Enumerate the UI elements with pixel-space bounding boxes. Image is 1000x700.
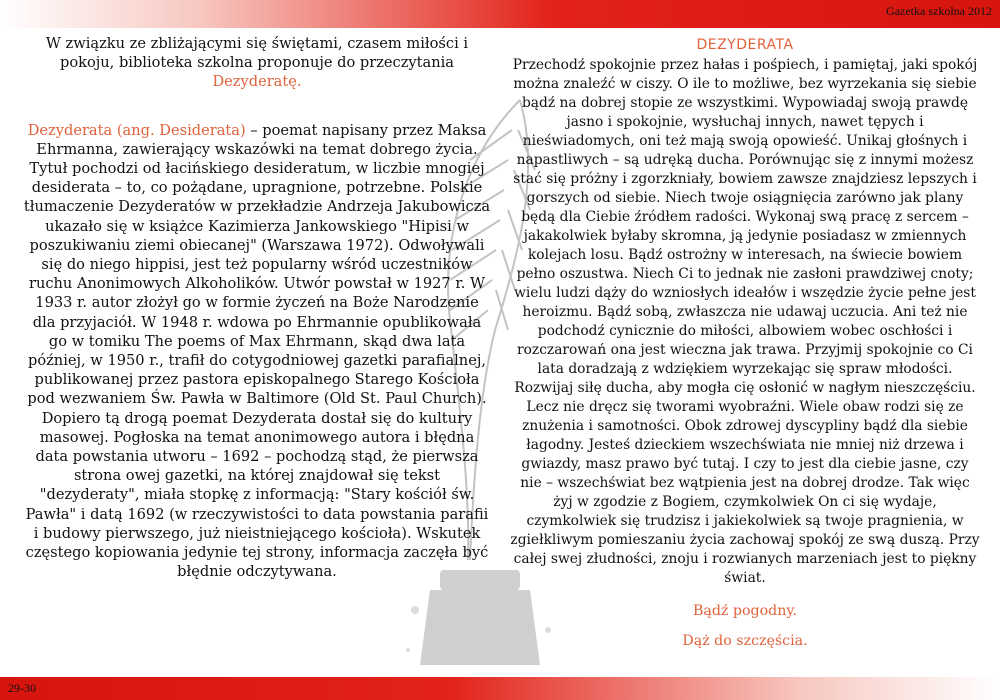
header-bar <box>0 0 1000 28</box>
intro-paragraph <box>22 34 492 92</box>
newsletter-title: Gazetka szkolna 2012 <box>886 4 992 18</box>
closing-line-2: Dąż do szczęścia. <box>682 633 808 649</box>
right-column <box>510 36 980 662</box>
article-paragraph <box>22 121 492 582</box>
footer-bar <box>0 677 1000 700</box>
intro-text: W związku ze zbliżającymi się świętami, czasem miłości i pokoju, biblioteka szkolna proponuje do przeczytania <box>45 35 469 72</box>
poem-text: Przechodź spokojnie przez hałas i pośpiech, i pamiętaj, jaki spokój można znaleźć w ciszy. O ile to możliwe, bez wyrzekania się siebie bądź na dobrej stopie ze wszystkimi. Wypowiadaj swoją prawdę jasno i spokojnie, wysłuchaj innych, nawet tępych i nieświadomych, oni też mają swoją opowieść. Unikaj głośnych i napastliwych – są udręką ducha. Porównując się z innymi możesz stać się próżny i zgorzkniały, bowiem zawsze znajdziesz lepszych i gorszych od siebie. Niech twoje osiągnięcia zarówno jak plany będą dla Ciebie źródłem radości. Wykonaj swą pracę z sercem – jakakolwiek byłaby skromna, ją jedynie posiadasz w zmiennych kolejach losu. Bądź ostrożny w interesach, na świecie bowiem pełno oszustwa. Niech Ci to jednak nie zasłoni prawdziwej cnoty; wielu ludzi dąży do wzniosłych ideałów i wszędzie życie pełne jest heroizmu. Bądź sobą, zwłaszcza nie udawaj uczucia. Ani też nie podchodź cynicznie do miłości, albowiem wobec oschłości i rozczarowań ona jest wieczna jak trawa. Przyjmij spokojnie co Ci lata doradzają z wdziękiem wyrzekając się spraw młodości. Rozwijaj siłę ducha, aby mogła cię osłonić w nagłym nieszczęściu. Lecz nie dręcz się tworami wyobraźni. Wiele obaw rodzi się ze znużenia i samotności. Obok zdrowej dyscypliny bądź dla siebie łagodny. Jesteś dzieckiem wszechświata nie mniej niż drzewa i gwiazdy, masz prawo być tutaj. I czy to jest dla ciebie jasne, czy nie – wszechświat bez wątpienia jest na dobrej drodze. Tak więc żyj w zgodzie z Bogiem, czymkolwiek On ci się wydaje, czymkolwiek się trudzisz i jakiekolwiek są twoje pragnienia, w zgiełkliwym pomieszaniu życia zachowaj spokój ze swą duszą. Przy całej swej złudności, znoju i rozwianych marzeniach jest to piękny świat. <box>510 57 980 586</box>
poem-title: DEZYDERATA <box>696 37 794 53</box>
intro-highlight: Dezyderatę. <box>212 73 302 91</box>
article-term: Dezyderata (ang. Desiderata) <box>27 121 246 139</box>
left-column <box>22 34 492 581</box>
closing-line-1: Bądź pogodny. <box>692 603 798 619</box>
page-numbers: 29-30 <box>8 681 36 695</box>
article-body: – poemat napisany przez Maksa Ehrmanna, zawierający wskazówki na temat dobrego życia. Tytuł pochodzi od łacińskiego desideratum, w liczbie mnogiej desiderata – to, co pożądane, upragnione, potrzebne. Polskie tłumaczenie Dezyderatów w przekładzie Andrzeja Jakubowicza ukazało się w książce Kazimierza Jankowskiego "Hipisi w poszukiwaniu ziemi obiecanej" (Warszawa 1972). Odwoływali się do niego hippisi, jest też popularny wśród uczestników ruchu Anonimowych Alkoholików. Utwór powstał w 1927 r. W 1933 r. autor złożył go w formie życzeń na Boże Narodzenie dla przyjaciół. W 1948 r. wdowa po Ehrmannie opublikowała go w tomiku The poems of Max Ehrmann, skąd dwa lata później, w 1950 r., trafił do cotygodniowej gazetki parafialnej, publikowanej przez pastora episkopalnego Starego Kościoła pod wezwaniem Św. Pawła w Baltimore (Old St. Paul Church). Dopiero tą drogą poemat Dezyderata dostał się do kultury masowej. Pogłoska na temat anonimowego autora i błędna data powstania utworu – 1692 – pochodzą stąd, że pierwsza strona owej gazetki, na której znajdował się tekst "dezyderaty", miała stopkę z informacją: "Stary kościół św. Pawła" i datą 1692 (w rzeczywistości to data powstania parafii i budowy pierwszego, już nieistniejącego kościoła). Wskutek częstego kopiowania jedynie tej strony, informacja zaczęła być błędnie odczytywana. <box>23 121 491 581</box>
